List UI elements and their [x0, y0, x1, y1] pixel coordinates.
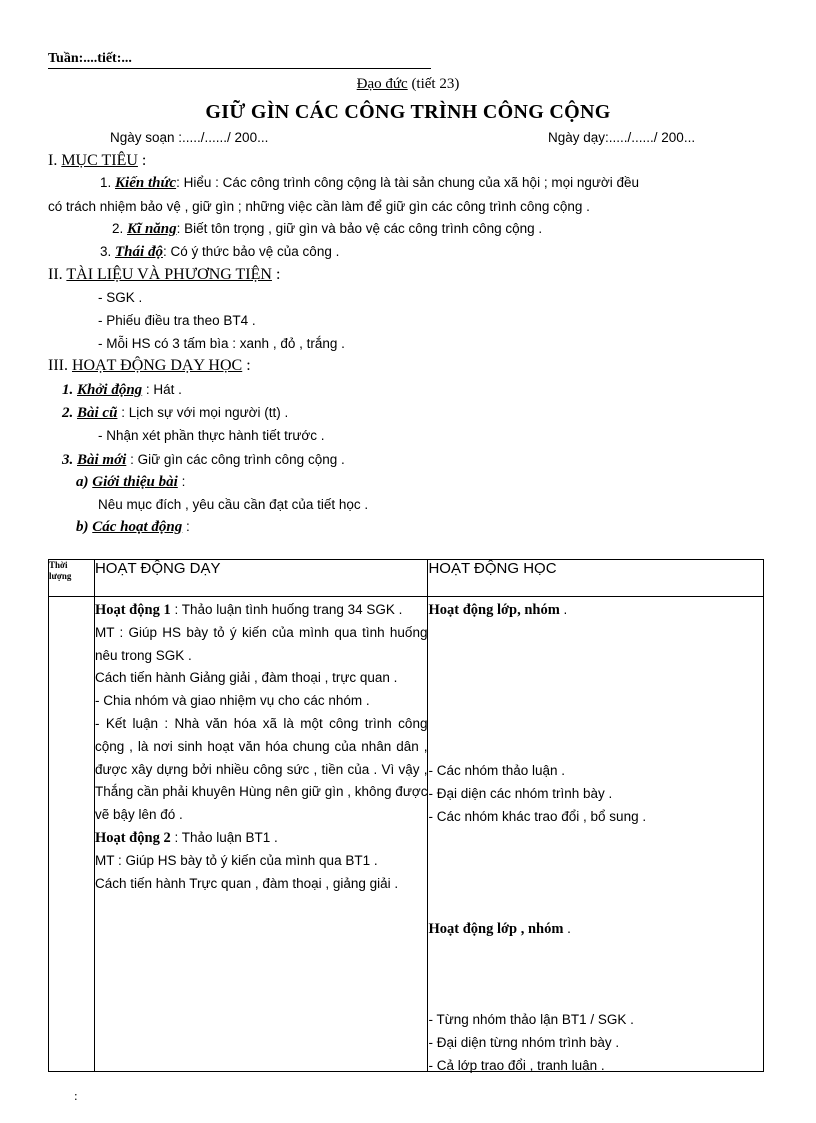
warmup-label: Khởi động — [77, 382, 143, 398]
subject-name: Đạo đức — [356, 76, 408, 92]
activity-table — [48, 559, 764, 1072]
activity1-step: - Chia nhóm và giao nhiệm vụ cho các nhóm . — [94, 693, 370, 709]
learn1-title: Hoạt động lớp, nhóm . — [428, 602, 568, 618]
material-item: - Phiếu điều tra theo BT4 . — [98, 313, 256, 328]
footer-mark: : — [74, 1088, 78, 1103]
objective-knowledge: 1. Kiến thức: Hiểu : Các công trình công cộng là tài sản chung của xã hội ; mọi người đều — [100, 175, 640, 191]
activity1-method: Cách tiến hành Giảng giải , đàm thoại , trực quan . — [94, 670, 398, 686]
activity1-goal: MT : Giúp HS bày tỏ ý kiến của mình qua tình huống nêu trong SGK . — [94, 624, 428, 663]
objective-knowledge-cont: có trách nhiệm bảo vệ , giữ gìn ; những việc cần làm để giữ gìn các công trình công cộng . — [48, 199, 590, 214]
table-row — [49, 597, 764, 1072]
activities-label: Các hoạt động — [92, 519, 183, 535]
new-lesson-label: Bài mới — [77, 452, 127, 468]
attitude-label: Thái độ — [115, 244, 163, 260]
activity1-title: Hoạt động 1 : Thảo luận tình huống trang 34 SGK . — [94, 602, 403, 618]
activity1-conclusion: - Kết luận : Nhà văn hóa xã là một công trình công cộng , là nơi sinh hoạt văn hóa chung của nhân dân , được xây dựng bởi nhiều công sức , tiền của . Vì vậy , Thắng cần phải khuyên Hùng nên giữ gìn , không được vẽ bậy lên đó . — [94, 715, 428, 823]
learn2-item: - Đại diện từng nhóm trình bày . — [428, 1035, 620, 1050]
activities-list-line: b) Các hoạt động : — [76, 519, 190, 535]
review-line: 2. Bài cũ : Lịch sự với mọi người (tt) . — [62, 405, 289, 421]
week-period-header: Tuần:....tiết:... — [48, 51, 132, 66]
warmup-line: 1. Khởi động : Hát . — [62, 382, 182, 398]
subject-period: (tiết 23) — [407, 76, 460, 92]
intro-line: a) Giới thiệu bài : — [76, 474, 186, 490]
learn1-item: - Các nhóm khác trao đổi , bổ sung . — [428, 809, 647, 824]
section-objectives-heading: I. MỤC TIÊU : — [48, 152, 147, 169]
material-item: - Mỗi HS có 3 tấm bìa : xanh , đỏ , trắng . — [98, 336, 345, 351]
header-rule — [48, 68, 431, 69]
learn1-item: - Đại diện các nhóm trình bày . — [428, 786, 613, 801]
col-teach-header: HOẠT ĐỘNG DẠY — [94, 560, 428, 597]
activity2-title: Hoạt động 2 : Thảo luận BT1 . — [94, 829, 278, 846]
objective-attitude: 3. Thái độ: Có ý thức bảo vệ của công . — [100, 244, 340, 260]
section-materials-heading: II. TÀI LIỆU VÀ PHƯƠNG TIỆN : — [48, 266, 281, 283]
teach-cell — [94, 597, 428, 1072]
skills-label: Kĩ năng — [127, 221, 177, 237]
review-label: Bài cũ — [77, 405, 118, 421]
taught-date: Ngày dạy:...../....../ 200... — [548, 130, 696, 145]
learn2-item: - Từng nhóm thảo lận BT1 / SGK . — [428, 1012, 634, 1027]
lesson-title: GIỮ GÌN CÁC CÔNG TRÌNH CÔNG CỘNG — [205, 101, 611, 123]
intro-text: Nêu mục đích , yêu cầu cần đạt của tiết học . — [98, 497, 369, 512]
section-activities-heading: III. HOẠT ĐỘNG DẠY HỌC : — [48, 357, 251, 374]
new-lesson-line: 3. Bài mới : Giữ gìn các công trình công cộng . — [62, 452, 345, 468]
review-note: - Nhận xét phần thực hành tiết trước . — [98, 428, 325, 443]
time-cell — [49, 597, 95, 1072]
learn-cell — [428, 597, 764, 1072]
knowledge-label: Kiến thức — [115, 175, 177, 191]
col-learn-header: HOẠT ĐỘNG HỌC — [428, 560, 764, 597]
activity2-goal: MT : Giúp HS bày tỏ ý kiến của mình qua BT1 . — [94, 852, 378, 868]
learn1-item: - Các nhóm thảo luận . — [428, 763, 566, 778]
learn2-title: Hoạt động lớp , nhóm . — [428, 921, 571, 937]
table-header-row — [49, 560, 764, 597]
activity2-method: Cách tiến hành Trực quan , đàm thoại , giảng giải . — [94, 875, 399, 891]
subject-line — [0, 76, 816, 93]
material-item: - SGK . — [98, 290, 143, 305]
learn2-item: - Cả lớp trao đổi , tranh luận . — [428, 1058, 605, 1073]
col-time-header: Thời lượng — [49, 560, 95, 597]
intro-label: Giới thiệu bài — [92, 474, 178, 490]
objective-skills: 2. Kĩ năng: Biết tôn trọng , giữ gìn và bảo vệ các công trình công cộng . — [112, 221, 543, 237]
prepared-date: Ngày soạn :...../....../ 200... — [110, 130, 269, 145]
